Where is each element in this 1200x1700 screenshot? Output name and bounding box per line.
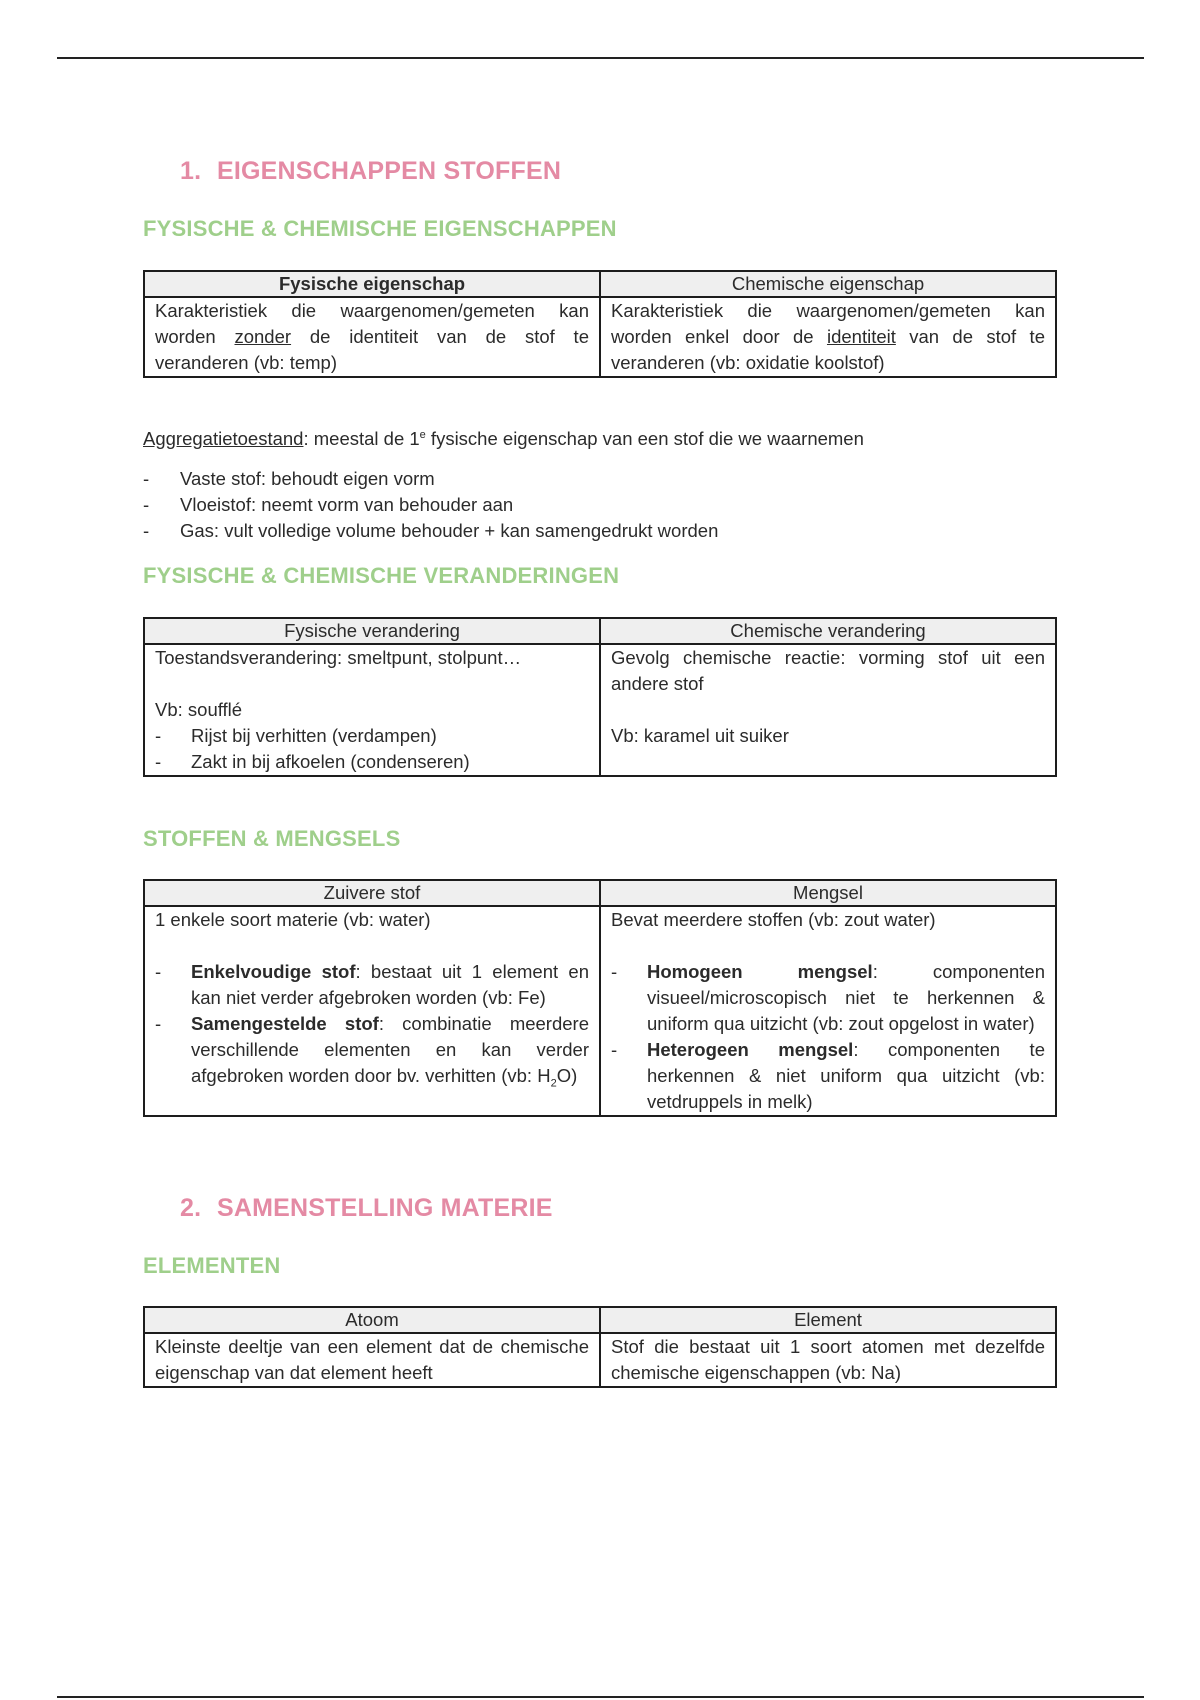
table-header: Atoom — [144, 1307, 600, 1333]
list-item: - Enkelvoudige stof: bestaat uit 1 element en kan niet verder afgebroken worden (vb: Fe) — [155, 959, 589, 1011]
table-header: Element — [600, 1307, 1056, 1333]
subheading-veranderingen: FYSISCHE & CHEMISCHE VERANDERINGEN — [143, 563, 620, 588]
table-cell: Kleinste deeltje van een element dat de chemische eigenschap van dat element heeft — [144, 1333, 600, 1387]
table-cell: 1 enkele soort materie (vb: water) - Enkelvoudige stof: bestaat uit 1 element en kan niet verder afgebroken worden (vb: Fe) - Samengestelde stof: combinatie meerdere verschillende elementen en kan verder afgebroken worden door bv. verhitten (vb: $H_2O$) — [144, 906, 600, 1116]
table-stoffen-mengsels — [143, 879, 1057, 1117]
table-cell: Bevat meerdere stoffen (vb: zout water) - Homogeen mengsel: componenten visueel/microscopisch niet te herkennen & uniform qua uitzicht (vb: zout opgelost in water) - Heterogeen mengsel: componenten te herkennen & niet uniform qua uitzicht (vb: vetdruppels in melk) — [600, 906, 1056, 1116]
table-cell: Karakteristiek die waargenomen/gemeten kan worden zonder de identiteit van de stof te veranderen (vb: temp) — [144, 297, 600, 377]
list-item: - Gas: vult volledige volume behouder + kan samengedrukt worden — [143, 518, 718, 544]
list-item: - Heterogeen mengsel: componenten te herkennen & niet uniform qua uitzicht (vb: vetdruppels in melk) — [611, 1037, 1045, 1115]
subheading-elementen: ELEMENTEN — [143, 1253, 281, 1278]
aggregatie-paragraph: Aggregatietoestand: meestal de 1e fysische eigenschap van een stof die we waarnemen — [143, 428, 864, 450]
list-item: - Vloeistof: neemt vorm van behouder aan — [143, 492, 718, 518]
table-header: Fysische eigenschap — [144, 271, 600, 297]
table-eigenschappen — [143, 270, 1057, 378]
table-header: Chemische verandering — [600, 618, 1056, 644]
subheading-stoffen-mengsels: STOFFEN & MENGSELS — [143, 826, 401, 851]
bottom-rule — [57, 1696, 1144, 1698]
list-item: - Vaste stof: behoudt eigen vorm — [143, 466, 718, 492]
table-header: Chemische eigenschap — [600, 271, 1056, 297]
top-rule — [57, 57, 1144, 59]
table-cell: Toestandsverandering: smeltpunt, stolpunt… Vb: soufflé - Rijst bij verhitten (verdampen) - Zakt in bij afkoelen (condenseren) — [144, 644, 600, 776]
list-item: - Rijst bij verhitten (verdampen) — [155, 723, 589, 749]
section-1-heading: 1. EIGENSCHAPPEN STOFFEN — [180, 157, 562, 185]
list-item: - Zakt in bij afkoelen (condenseren) — [155, 749, 589, 775]
states-list — [143, 466, 718, 544]
table-cell: Karakteristiek die waargenomen/gemeten kan worden enkel door de identiteit van de stof te veranderen (vb: oxidatie koolstof) — [600, 297, 1056, 377]
table-header: Fysische verandering — [144, 618, 600, 644]
list-item: - Homogeen mengsel: componenten visueel/microscopisch niet te herkennen & uniform qua uitzicht (vb: zout opgelost in water) — [611, 959, 1045, 1037]
table-header: Zuivere stof — [144, 880, 600, 906]
table-cell: Gevolg chemische reactie: vorming stof uit een andere stof Vb: karamel uit suiker — [600, 644, 1056, 776]
section-2-heading: 2. SAMENSTELLING MATERIE — [180, 1194, 553, 1222]
table-cell: Stof die bestaat uit 1 soort atomen met dezelfde chemische eigenschappen (vb: Na) — [600, 1333, 1056, 1387]
subheading-eigenschappen: FYSISCHE & CHEMISCHE EIGENSCHAPPEN — [143, 216, 617, 241]
table-veranderingen — [143, 617, 1057, 777]
table-header: Mengsel — [600, 880, 1056, 906]
table-elementen — [143, 1306, 1057, 1388]
list-item: - Samengestelde stof: combinatie meerdere verschillende elementen en kan verder afgebroken worden door bv. verhitten (vb: $H_2O$) — [155, 1011, 589, 1097]
